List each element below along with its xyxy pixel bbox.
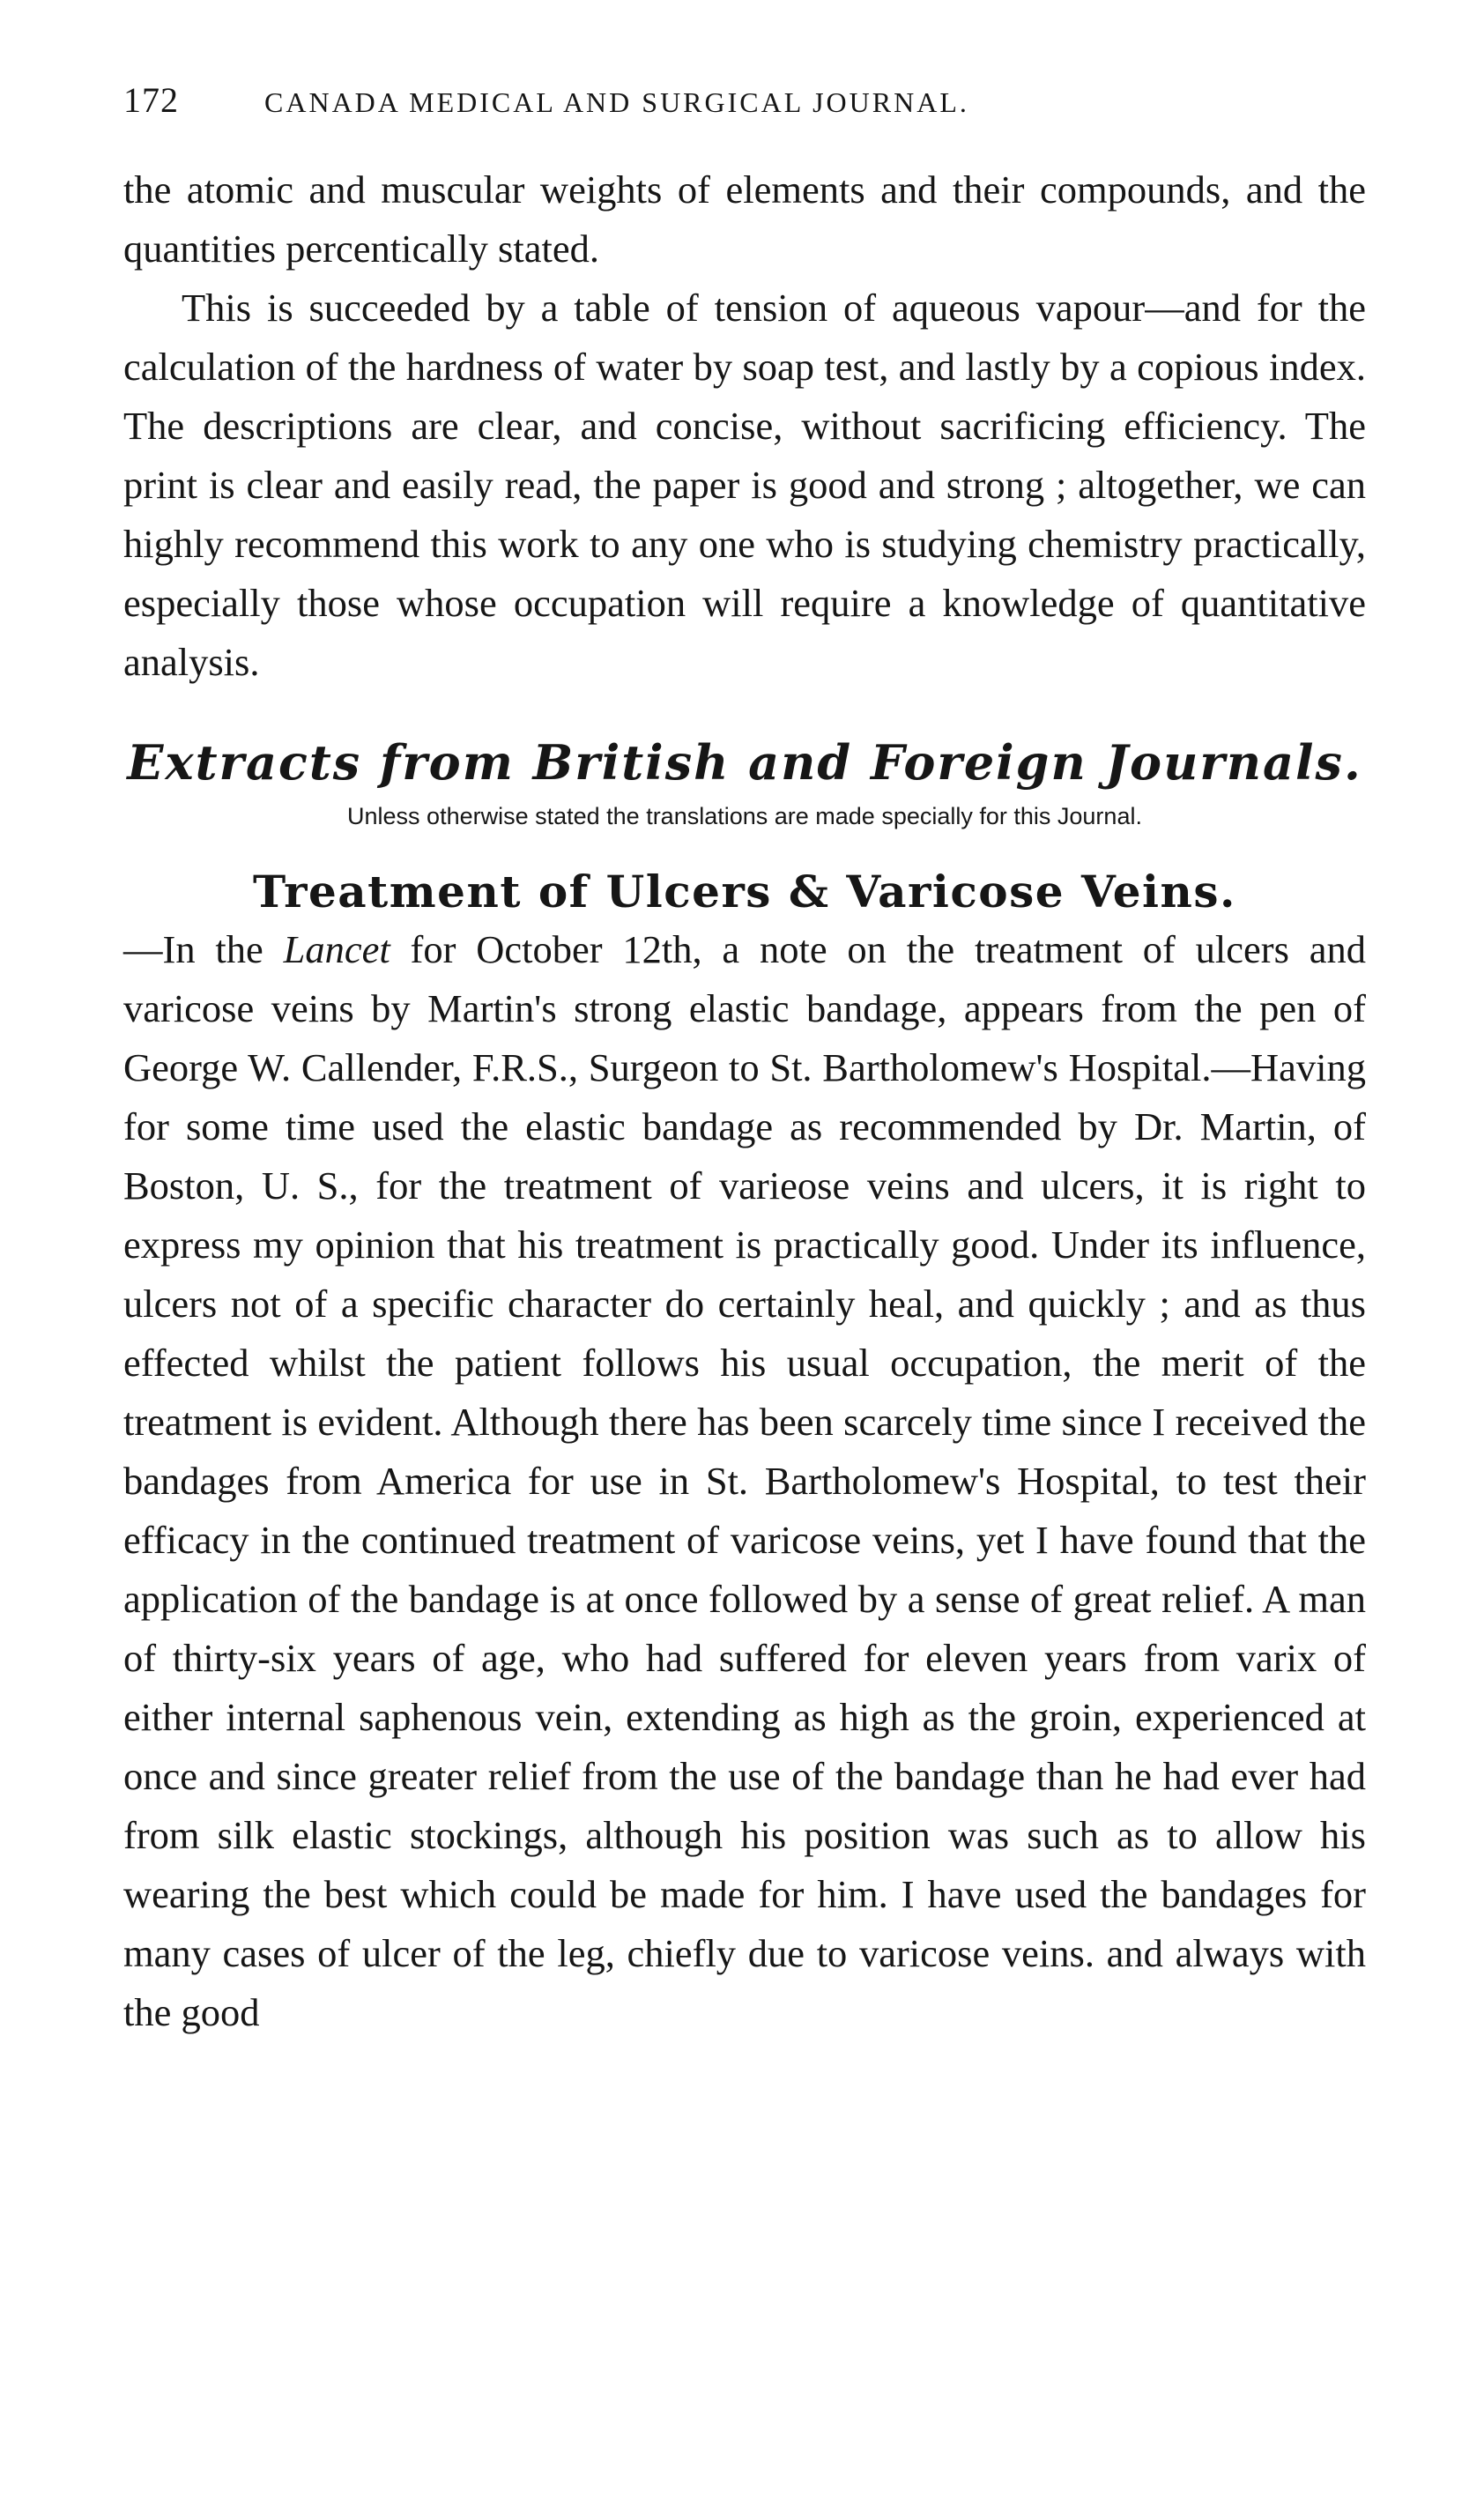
journal-page [123,79,1366,2042]
article-source: Lancet [283,927,390,971]
article-text: for October 12th, a note on the treatment of ulcers and varicose veins by Martin's strong elastic bandage, appears from the pen of George W. Callender, F.R.S., Surgeon to St. Bartholomew's Hospital.—Having for some time used the elastic bandage as recommended by Dr. Martin, of Boston, U. S., for the treatment of varieose veins and ulcers, it is right to express my opinion that his treatment is practically good. Under its influence, ulcers not of a specific character do certainly heal, and quickly ; and as thus effected whilst the patient follows his usual occupation, the merit of the treatment is evident. Although there has been scarcely time since I received the bandages from America for use in St. Bartholomew's Hospital, to test their efficacy in the continued treatment of varicose veins, yet I have found that the application of the bandage is at once followed by a sense of great relief. A man of thirty-six years of age, who had suffered for eleven years from varix of either internal saphenous vein, extending as high as the groin, experienced at once and since greater relief from the use of the bandage than he had ever had from silk elastic stockings, although his position was such as to allow his wearing the best which could be made for him. I have used the bandages for many cases of ulcer of the leg, chiefly due to varicose veins. and always with the good [123,927,1366,2034]
section-note: Unless otherwise stated the translations are made specially for this Journal. [347,803,1142,829]
page-number: 172 [123,80,179,120]
intro-paragraph-continued: the atomic and muscular weights of elements and their compounds, and the quantities percentically stated. [123,167,1366,271]
running-head [123,79,1366,141]
intro-paragraph-review: This is succeeded by a table of tension of aqueous vapour—and for the calculation of the hardness of water by soap test, and lastly by a copious index. The descriptions are clear, and concise, without sacrificing efficiency. The print is clear and easily read, the paper is good and strong ; altogether, we can highly recommend this work to any one who is studying chemistry practically, especially those whose occupation will require a knowledge of quantitative analysis. [123,286,1366,684]
section-title: Extracts from British and Foreign Journals. [127,734,1362,791]
journal-title: CANADA MEDICAL AND SURGICAL JOURNAL. [264,86,969,118]
article-lead: —In the [123,927,284,971]
article-body [123,920,1366,2042]
article-title: Treatment of Ulcers & Varicose Veins. [253,866,1236,918]
